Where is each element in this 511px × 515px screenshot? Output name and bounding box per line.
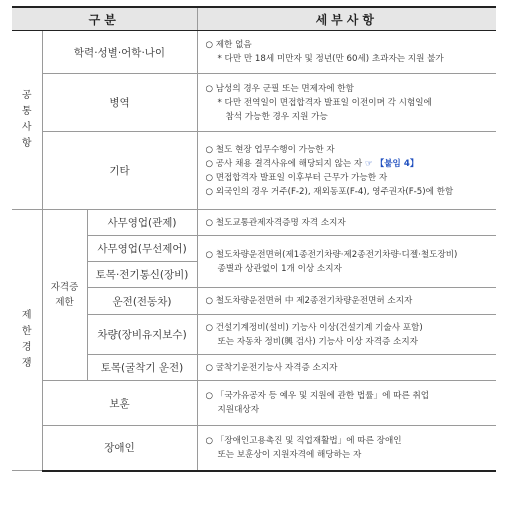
detail-line-cont: 또는 자동차 정비(興 검사) 기능사 이상 자격증 소지자 — [217, 336, 418, 347]
detail-line: ○ 남성의 경우 군필 또는 면제자에 한함 — [205, 83, 354, 94]
row-details — [197, 355, 496, 381]
subgroup-qualification-text: 자격증 제한 — [50, 282, 79, 308]
table-row — [12, 74, 496, 132]
group-limit-text: 제 한 경 쟁 — [21, 310, 32, 369]
row-details — [197, 236, 496, 288]
row-details — [197, 288, 496, 315]
row-category: 토목(굴착기 운전) — [87, 355, 197, 381]
row-category: 차량(장비유지보수) — [87, 315, 197, 355]
header-row — [12, 7, 496, 31]
group-limit-label — [12, 210, 42, 471]
row-details — [197, 74, 496, 132]
row-details — [197, 315, 496, 355]
detail-line-cont: 지원대상자 — [217, 405, 260, 415]
table-row — [12, 426, 496, 471]
detail-note-cont: 참석 가능한 경우 지원 가능 — [225, 111, 328, 122]
detail-note: * 다만 전역일이 면접합격자 발표일 이전이며 각 시험일에 — [217, 97, 432, 108]
detail-line: ○ 외국인의 경우 거주(F-2), 재외동포(F-4), 영주권자(F-5)에 한함 — [205, 186, 454, 197]
row-category: 기타 — [42, 132, 197, 210]
row-category: 사무영업(관제) — [87, 210, 197, 236]
row-details — [197, 426, 496, 471]
detail-line: ○ 건설기계정비(설비) 기능사 이상(건설기계 기술사 포함) — [205, 322, 423, 333]
table-row — [12, 210, 496, 236]
row-details — [197, 210, 496, 236]
header-details: 세부사항 — [197, 7, 496, 31]
subgroup-qualification-label — [42, 210, 87, 381]
row-category: 병역 — [42, 74, 197, 132]
detail-line: ○ 「국가유공자 등 예우 및 지원에 관한 법률」에 따른 취업 — [205, 391, 430, 401]
table-row — [12, 132, 496, 210]
row-details — [197, 31, 496, 74]
detail-note: * 다만 만 18세 미만자 및 정년(만 60세) 초과자는 지원 불가 — [217, 54, 444, 64]
detail-line-cont: 또는 보훈상이 지원자격에 해당하는 자 — [217, 449, 362, 460]
detail-line: ○ 「장애인고용촉진 및 직업재활법」에 따른 장애인 — [205, 435, 402, 446]
detail-line: ○ 굴착기운전기능사 자격증 소지자 — [205, 362, 338, 373]
detail-line — [206, 157, 491, 171]
row-category: 운전(전동차) — [87, 288, 197, 315]
detail-line: ○ 철도차량운전면허(제1종전기차량·제2종전기차량·디젤·철도장비) — [205, 249, 458, 260]
row-category: 장애인 — [42, 426, 197, 471]
detail-line: ○ 면접합격자 발표일 이후부터 근무가 가능한 자 — [205, 172, 388, 183]
header-category: 구분 — [12, 7, 197, 31]
row-details — [197, 132, 496, 210]
table-row — [12, 381, 496, 426]
table-row — [12, 31, 496, 74]
attachment-reference-link[interactable]: ☞ 【붙임 4】 — [364, 158, 419, 169]
group-common-text: 공 통 사 항 — [21, 90, 32, 149]
detail-line: ○ 철도차량운전면허 中 제2종전기차량운전면허 소지자 — [205, 296, 413, 306]
detail-text: ○ 공사 채용 결격사유에 해당되지 않는 자 — [205, 158, 363, 169]
group-common-label — [12, 31, 42, 210]
requirements-table — [12, 6, 496, 472]
detail-line: ○ 철도 현장 업무수행이 가능한 자 — [205, 144, 335, 155]
requirements-table-wrapper — [12, 6, 496, 472]
detail-line: ○ 제한 없음 — [205, 40, 252, 50]
detail-line-cont: 종별과 상관없이 1개 이상 소지자 — [217, 263, 342, 274]
detail-line: ○ 철도교통관제자격증명 자격 소지자 — [205, 217, 346, 228]
row-category: 사무영업(무선제어) — [87, 236, 197, 262]
row-category: 학력·성별·어학·나이 — [42, 31, 197, 74]
row-category: 보훈 — [42, 381, 197, 426]
row-details — [197, 381, 496, 426]
row-category: 토목·전기통신(장비) — [87, 262, 197, 288]
